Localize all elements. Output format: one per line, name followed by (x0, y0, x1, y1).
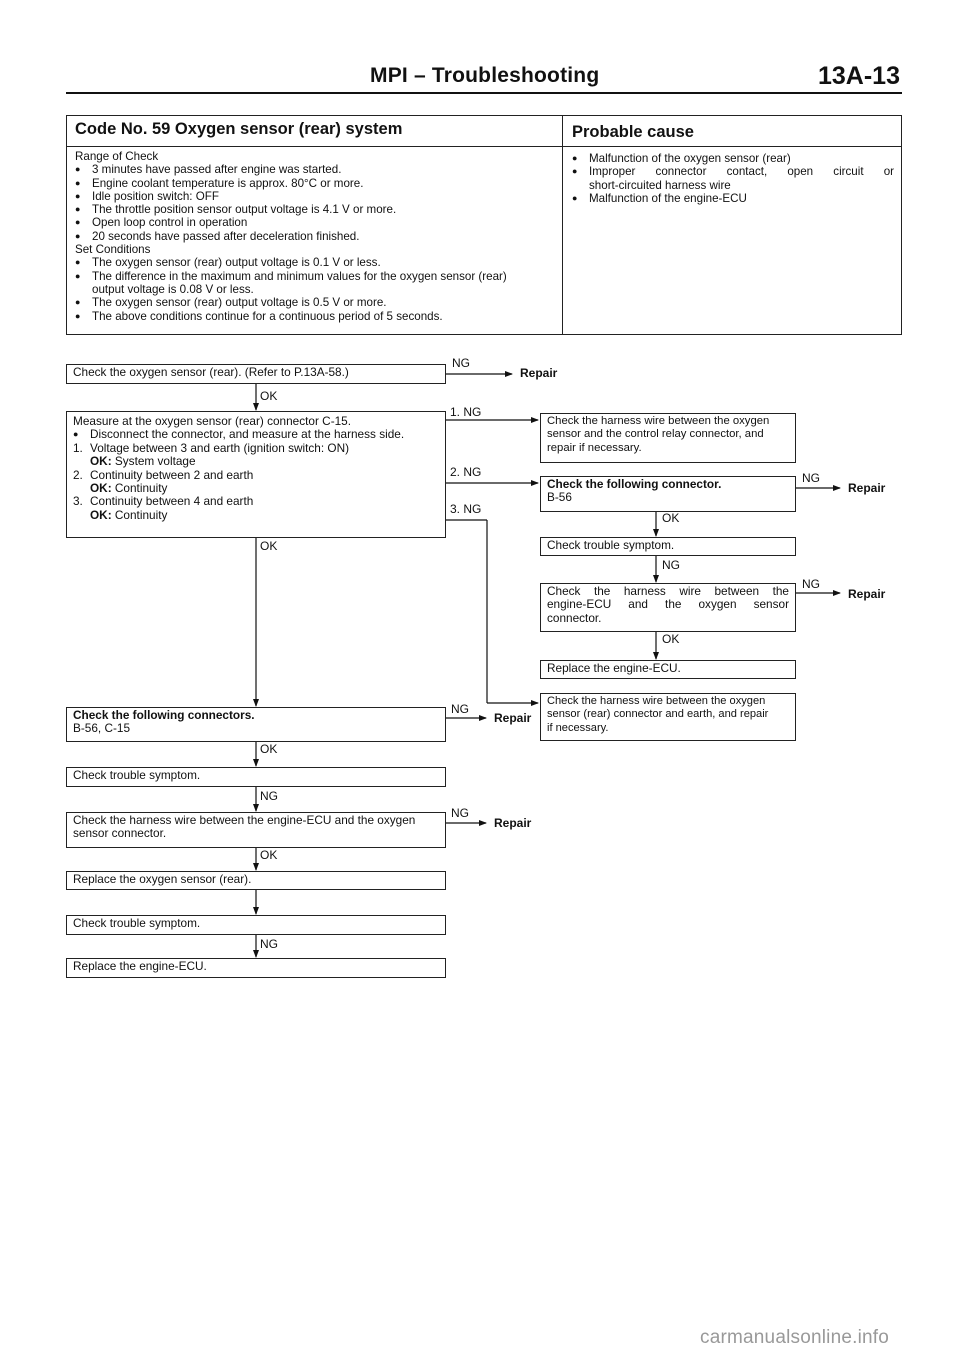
replace-ecu-right-box (540, 660, 796, 679)
measure-step-3 (73, 495, 439, 508)
cause-item-continued: short-circuited harness wire (589, 178, 731, 192)
box-line: Check trouble symptom. (547, 538, 675, 552)
range-item: ● Open loop control in operation (75, 216, 560, 229)
box-line: Check the harness wire between the engine-ECU and the oxygen (73, 813, 416, 827)
harness-ecu-right-box (540, 583, 796, 632)
box-line: B-56, C-15 (73, 721, 131, 736)
set-item: ● The above conditions continue for a continuous period of 5 seconds. (75, 310, 560, 323)
set-title: Set Conditions (75, 243, 151, 257)
check-oxygen-sensor-box (66, 364, 446, 384)
box-line: Check the following connectors. (73, 708, 255, 722)
box-line: sensor and the control relay connector, and (547, 428, 764, 441)
step-number: 1. (73, 440, 83, 455)
replace-sensor-box (66, 871, 446, 890)
page-title: MPI – Troubleshooting (370, 64, 600, 87)
box-line: connector. (547, 610, 602, 625)
ok-label: OK (260, 742, 278, 756)
measure-step-1 (73, 442, 439, 455)
step-text: Continuity between 4 and earth (90, 494, 254, 509)
repair-label: Repair (494, 816, 532, 830)
box-line: B-56 (547, 490, 572, 505)
replace-ecu-left-box (66, 958, 446, 978)
ok-value: Continuity (114, 507, 168, 522)
box-line: Check the harness wire between the (547, 584, 789, 598)
measure-ok-2 (73, 482, 439, 495)
range-title: Range of Check (75, 150, 159, 163)
ng-label: NG (662, 558, 680, 572)
trouble-symptom-left-box (66, 767, 446, 787)
box-line: repair if necessary. (547, 441, 642, 454)
connectors-left-box (66, 707, 446, 742)
ng-label: NG (802, 577, 820, 591)
measure-ok-3 (73, 509, 439, 522)
box-line: Replace the engine-ECU. (73, 959, 207, 973)
ok-label: OK (260, 848, 278, 862)
repair-label: Repair (848, 481, 886, 495)
step-number: 3. (73, 494, 83, 509)
harness-ecu-left-box (66, 812, 446, 848)
measure-title: Measure at the oxygen sensor (rear) connector C-15. (73, 414, 352, 428)
box-line: sensor (rear) connector and earth, and repair (547, 708, 769, 721)
set-item: ● The oxygen sensor (rear) output voltage is 0.5 V or more. (75, 296, 560, 309)
check-oxygen-sensor-text: Check the oxygen sensor (rear). (Refer to P.13A-58.) (73, 365, 349, 379)
ng-label: NG (260, 789, 278, 803)
range-item: ● Engine coolant temperature is approx. 80°C or more. (75, 177, 560, 190)
box-line: Check the following connector. (547, 477, 722, 491)
ok-value: Continuity (114, 481, 168, 496)
measure-connector-box (66, 411, 446, 538)
ng-label: NG (452, 356, 470, 370)
probable-cause-heading: Probable cause (572, 123, 694, 141)
harness-earth-box (540, 693, 796, 741)
repair-label: Repair (848, 587, 886, 601)
ok-label: OK (260, 539, 278, 553)
ok-key: OK: (90, 481, 112, 496)
range-item: ● Idle position switch: OFF (75, 190, 560, 203)
ok-value: System voltage (114, 454, 196, 469)
step-text: Voltage between 3 and earth (ignition switch: ON) (90, 440, 350, 455)
ok-label: OK (662, 511, 680, 525)
measure-bullet: ● Disconnect the connector, and measure at the harness side. (73, 428, 439, 441)
repair-label: Repair (520, 366, 558, 380)
range-item: ● 3 minutes have passed after engine was started. (75, 163, 560, 176)
box-line: engine-ECU and the oxygen sensor (547, 597, 789, 612)
cause-item: ● Malfunction of the oxygen sensor (rear) (572, 152, 894, 165)
harness-relay-box (540, 413, 796, 463)
box-line: Replace the oxygen sensor (rear). (73, 872, 252, 886)
step-text: Continuity between 2 and earth (90, 467, 254, 482)
ok-key: OK: (90, 507, 112, 522)
ng-label: NG (260, 937, 278, 951)
trouble-symptom-left-2-box (66, 915, 446, 935)
ng-label: NG (451, 702, 469, 716)
ng-3-label: 3. NG (450, 502, 482, 516)
box-line: if necessary. (547, 721, 609, 734)
box-line: Check the harness wire between the oxygen (547, 415, 770, 427)
ok-label: OK (662, 632, 680, 646)
ok-label: OK (260, 389, 278, 403)
measure-step-2 (73, 469, 439, 482)
measure-ok-1 (73, 455, 439, 468)
ok-key: OK: (90, 454, 112, 469)
ng-2-label: 2. NG (450, 465, 482, 479)
page-number: 13A-13 (818, 62, 900, 90)
step-number: 2. (73, 467, 83, 482)
cause-item: ● Improper connector contact, open circuit or (572, 165, 894, 178)
set-item-continued: output voltage is 0.08 V or less. (92, 282, 254, 296)
range-item: ● The throttle position sensor output voltage is 4.1 V or more. (75, 203, 560, 216)
watermark: carmanualsonline.info (700, 1327, 890, 1348)
box-line: Replace the engine-ECU. (547, 661, 681, 675)
cause-item: ● Malfunction of the engine-ECU (572, 192, 894, 205)
set-item: ● The difference in the maximum and minimum values for the oxygen sensor (rear) (75, 270, 560, 283)
trouble-symptom-right-box (540, 537, 796, 556)
code-heading: Code No. 59 Oxygen sensor (rear) system (75, 120, 403, 138)
ng-label: NG (802, 471, 820, 485)
set-item: ● The oxygen sensor (rear) output voltage is 0.1 V or less. (75, 256, 560, 269)
range-item: ● 20 seconds have passed after deceleration finished. (75, 230, 560, 243)
connector-b56-box (540, 476, 796, 512)
box-line: Check trouble symptom. (73, 916, 201, 930)
box-line: Check the harness wire between the oxygen (547, 695, 766, 707)
box-line: Check trouble symptom. (73, 768, 201, 782)
box-line: sensor connector. (73, 826, 167, 841)
ng-label: NG (451, 806, 469, 820)
repair-label: Repair (494, 711, 532, 725)
ng-1-label: 1. NG (450, 405, 482, 419)
